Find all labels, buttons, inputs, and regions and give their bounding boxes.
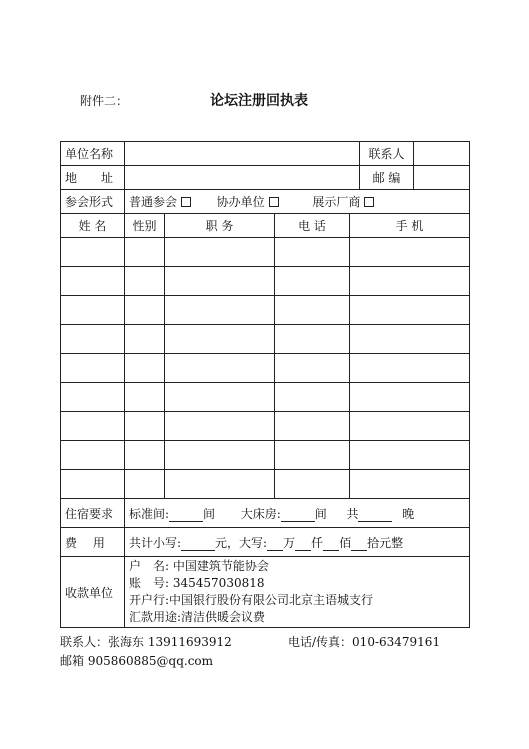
payee-details (125, 557, 470, 628)
col-name: 姓 名 (61, 214, 125, 238)
footer-email: 邮箱 905860885@qq.com (60, 654, 214, 668)
payee-row (61, 557, 470, 628)
fee-row (61, 528, 470, 557)
attendee-row (61, 267, 470, 296)
option-regular: 普通参会 (129, 195, 178, 209)
fee-label: 费 用 (61, 528, 125, 557)
participation-options (125, 190, 470, 214)
address-row (61, 166, 470, 190)
contact-label: 联系人 (360, 142, 414, 166)
attendee-row (61, 383, 470, 412)
attendee-header-row (61, 214, 470, 238)
address-field[interactable] (125, 166, 360, 190)
unit-name-field[interactable] (125, 142, 360, 166)
large-room-blank[interactable] (281, 507, 315, 522)
payee-bank: 开户行:中国银行股份有限公司北京主语城支行 (129, 593, 374, 607)
contact-field[interactable] (414, 142, 470, 166)
unit-name-row (61, 142, 470, 166)
col-position: 职 务 (165, 214, 275, 238)
attendee-row (61, 296, 470, 325)
attendee-row (61, 412, 470, 441)
checkbox-co-organizer[interactable] (269, 197, 279, 207)
fee-field: 共计小写: 元，大写: 万 仟 佰 拾元整 (125, 528, 470, 557)
payee-label: 收款单位 (61, 557, 125, 628)
option-co-organizer: 协办单位 (216, 195, 265, 209)
lodging-row (61, 499, 470, 528)
option-exhibitor: 展示厂商 (312, 195, 361, 209)
registration-form-table (60, 141, 470, 628)
nights-blank[interactable] (358, 507, 392, 522)
payee-account-number: 账 号: 345457030818 (129, 576, 265, 590)
participation-label: 参会形式 (61, 190, 125, 214)
footer-contact-line (60, 633, 469, 650)
col-phone: 电 话 (275, 214, 350, 238)
checkbox-exhibitor[interactable] (364, 197, 374, 207)
standard-room-blank[interactable] (169, 507, 203, 522)
lodging-label: 住宿要求 (61, 499, 125, 528)
footer-contact: 联系人：张海东 13911693912 (60, 635, 232, 649)
postcode-field[interactable] (414, 166, 470, 190)
form-title: 论坛注册回执表 (210, 93, 308, 109)
payee-account-name: 户 名: 中国建筑节能协会 (129, 559, 269, 573)
participation-row (61, 190, 470, 214)
fee-small-blank[interactable] (181, 536, 215, 551)
attendee-row (61, 238, 470, 267)
attachment-label: 附件二： (80, 94, 129, 108)
col-mobile: 手 机 (350, 214, 470, 238)
checkbox-regular[interactable] (181, 197, 191, 207)
lodging-field: 标准间: 间 大床房: 间 共 晚 (125, 499, 470, 528)
unit-name-label: 单位名称 (61, 142, 125, 166)
footer-phone: 电话/传真：010-63479161 (288, 635, 441, 649)
attendee-row (61, 354, 470, 383)
postcode-label: 邮 编 (360, 166, 414, 190)
attendee-row (61, 325, 470, 354)
payee-purpose: 汇款用途:清洁供暖会议费 (129, 610, 266, 624)
address-label: 地 址 (61, 166, 125, 190)
attendee-row (61, 441, 470, 470)
col-gender: 性别 (125, 214, 165, 238)
attendee-row (61, 470, 470, 499)
